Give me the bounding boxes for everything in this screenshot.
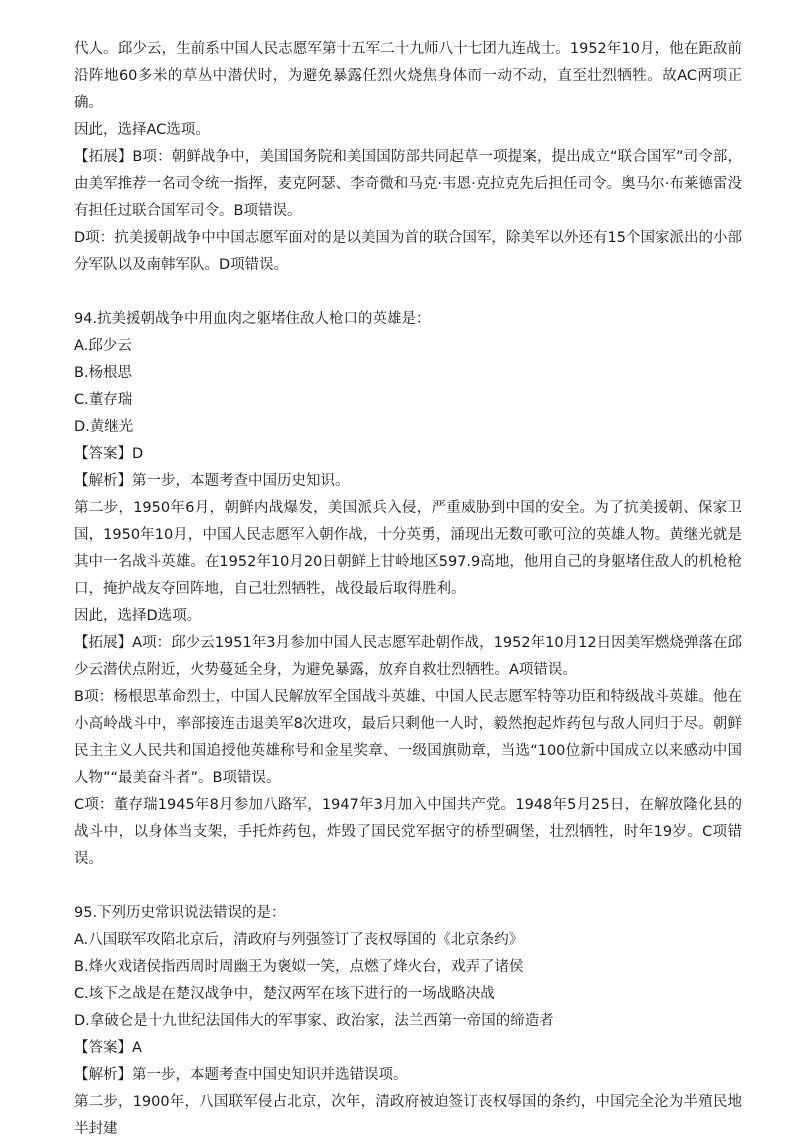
option-b: B.烽火戏诸侯指西周时周幽王为褒姒一笑，点燃了烽火台，戏弄了诸侯 [74,959,524,975]
analysis-paragraph: 第二步，1950年6月，朝鲜内战爆发，美国派兵入侵，严重威胁到中国的安全。为了抗美援朝、保家卫国，1950年10月，中国人民志愿军入朝作战，十分英勇，涌现出无数可歌可泣的英雄人物。黄继光就是其中一名战斗英雄。在1952年10月20日朝鲜上甘岭地区597.9高地，他用自己的身躯堵住敌人的机枪枪口，掩护战友夺回阵地，自己壮烈牺牲，战役最后取得胜利。 [74,500,742,597]
analysis-paragraph: 第二步，1900年，八国联军侵占北京，次年，清政府被迫签订丧权辱国的条约，中国完全沦为半殖民地半封建 [74,1094,742,1137]
option-a: A.八国联军攻陷北京后，清政府与列强签订了丧权辱国的《北京条约》 [74,932,524,948]
answer-line: 【答案】A [74,1040,142,1056]
paragraph: 【拓展】B项：朝鲜战争中，美国国务院和美国国防部共同起草一项提案，提出成立“联合国军”司令部，由美军推荐一名司令统一指挥，麦克阿瑟、李奇微和马克·韦恩·克拉克先后担任司令。奥马尔·布莱德雷没有担任过联合国军司令。B项错误。 [74,149,742,219]
analysis-paragraph: 【解析】第一步，本题考查中国历史知识。 [74,473,350,489]
question-95 [74,900,742,1143]
question-stem: 95.下列历史常识说法错误的是： [74,905,286,921]
analysis-paragraph: 因此，选择D选项。 [74,608,202,624]
option-a: A.邱少云 [74,338,132,354]
paragraph: 因此，选择AC选项。 [74,122,210,138]
analysis-paragraph: 【解析】第一步，本题考查中国史知识并选错误项。 [74,1067,408,1083]
q93-continuation [74,36,742,279]
answer-line: 【答案】D [74,446,144,462]
analysis-paragraph: 【拓展】A项：邱少云1951年3月参加中国人民志愿军赴朝作战，1952年10月12日因美军燃烧弹落在邱少云潜伏点附近，火势蔓延全身，为避免暴露，放弃自救壮烈牺牲。A项错误。 [74,635,742,678]
analysis-paragraph: C项：董存瑞1945年8月参加八路军，1947年3月加入中国共产党。1948年5月25日，在解放隆化县的战斗中，以身体当支架，手托炸药包，炸毁了国民党军据守的桥型碉堡，壮烈牺牲，时年19岁。C项错误。 [74,797,742,867]
paragraph: D项：抗美援朝战争中中国志愿军面对的是以美国为首的联合国军，除美军以外还有15个国家派出的小部分军队以及南韩军队。D项错误。 [74,230,742,273]
option-b: B.杨根思 [74,365,133,381]
paragraph: 代人。邱少云，生前系中国人民志愿军第十五军二十九师八十七团九连战士。1952年10月，他在距敌前沿阵地60多米的草丛中潜伏时，为避免暴露任烈火烧焦身体而一动不动，直至壮烈牺牲。故AC两项正确。 [74,41,742,111]
option-c: C.董存瑞 [74,392,133,408]
analysis-paragraph: B项：杨根思革命烈士，中国人民解放军全国战斗英雄、中国人民志愿军特等功臣和特级战斗英雄。他在小高岭战斗中，率部接连击退美军8次进攻，最后只剩他一人时，毅然抱起炸药包与敌人同归于尽。朝鲜民主主义人民共和国追授他英雄称号和金星奖章、一级国旗勋章，当选“100位新中国成立以来感动中国人物”“最美奋斗者”。B项错误。 [74,689,742,786]
option-d: D.拿破仑是十九世纪法国伟大的军事家、政治家，法兰西第一帝国的缔造者 [74,1013,554,1029]
option-d: D.黄继光 [74,419,134,435]
question-stem: 94.抗美援朝战争中用血肉之躯堵住敌人枪口的英雄是： [74,311,431,327]
option-c: C.垓下之战是在楚汉战争中，楚汉两军在垓下进行的一场战略决战 [74,986,495,1002]
section-gap [74,279,742,306]
question-94 [74,306,742,873]
